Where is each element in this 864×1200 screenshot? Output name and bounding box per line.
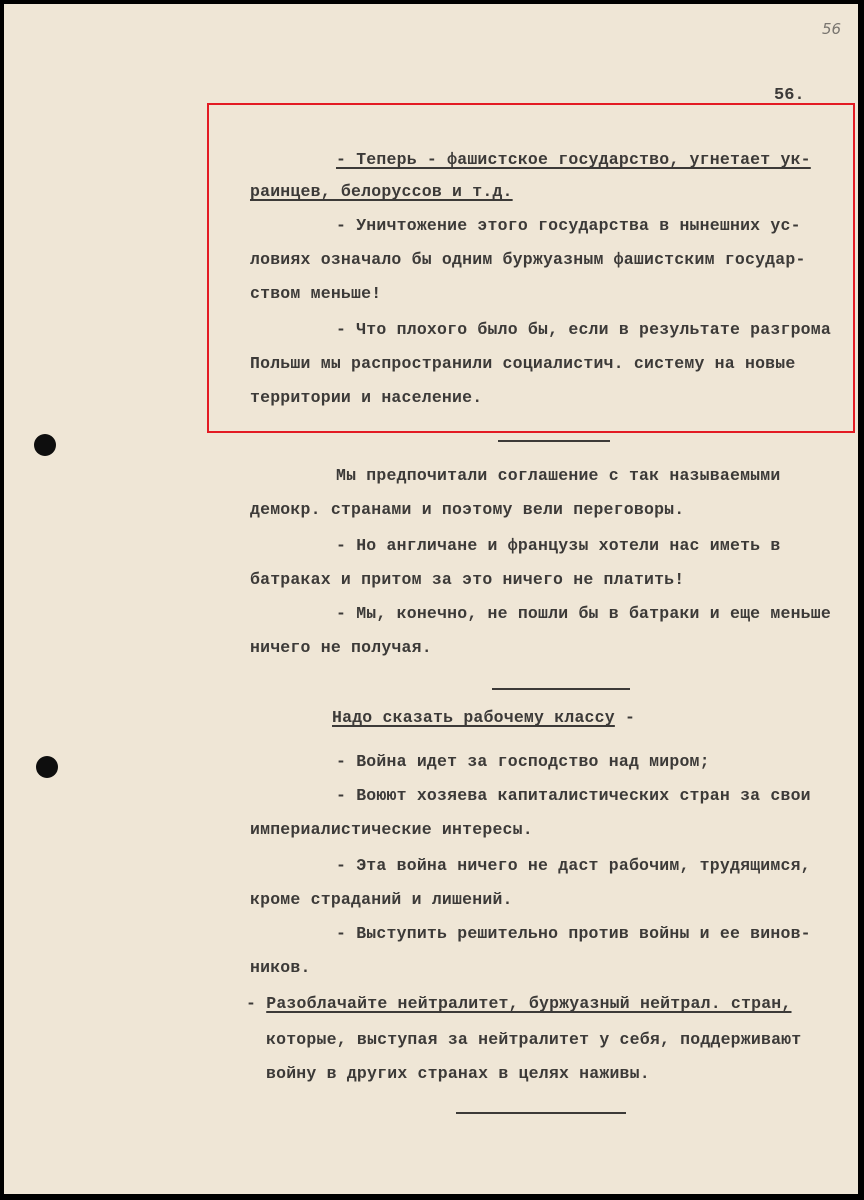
text-line: демокр. странами и поэтому вели переговоры. (250, 500, 685, 519)
text-line: войну в других странах в целях наживы. (266, 1064, 650, 1083)
separator-rule (456, 1112, 626, 1114)
text-line: ничего не получая. (250, 638, 432, 657)
text-line: - Но англичане и французы хотели нас иметь в (336, 536, 781, 555)
text-line: - Выступить решительно против войны и ее винов- (336, 924, 811, 943)
text-line: - Теперь - фашистское государство, угнетает ук- (336, 150, 811, 169)
text-line: - Мы, конечно, не пошли бы в батраки и еще меньше (336, 604, 831, 623)
text-line: империалистические интересы. (250, 820, 533, 839)
text-line: которые, выступая за нейтралитет у себя, поддерживают (266, 1030, 802, 1049)
text-line: раинцев, белоруссов и т.д. (250, 182, 513, 201)
page-number: 56. (774, 86, 805, 105)
handwritten-page-number: 56 (822, 20, 842, 38)
text-line: ников. (250, 958, 311, 977)
punch-hole-bottom (36, 756, 58, 778)
highlight-box (207, 103, 855, 433)
separator-rule (492, 688, 630, 690)
text-line: ством меньше! (250, 284, 382, 303)
section-heading: Надо сказать рабочему классу - (332, 708, 636, 727)
text-line: ловиях означало бы одним буржуазным фашистским государ- (250, 250, 806, 269)
text-line: - Война идет за господство над миром; (336, 752, 710, 771)
text-line: Мы предпочитали соглашение с так называемыми (336, 466, 781, 485)
text-line: территории и население. (250, 388, 483, 407)
text-line: батраках и притом за это ничего не платить! (250, 570, 685, 589)
separator-rule (498, 440, 610, 442)
text-line: - Уничтожение этого государства в нынешних ус- (336, 216, 801, 235)
text-line: Польши мы распространили социалистич. систему на новые (250, 354, 796, 373)
text-line: - Что плохого было бы, если в результате разгрома (336, 320, 831, 339)
text-line: кроме страданий и лишений. (250, 890, 513, 909)
text-line: - Воюют хозяева капиталистических стран за свои (336, 786, 811, 805)
punch-hole-top (34, 434, 56, 456)
text-line: - Разоблачайте нейтралитет, буржуазный нейтрал. стран, (246, 994, 792, 1013)
text-line: - Эта война ничего не даст рабочим, трудящимся, (336, 856, 811, 875)
